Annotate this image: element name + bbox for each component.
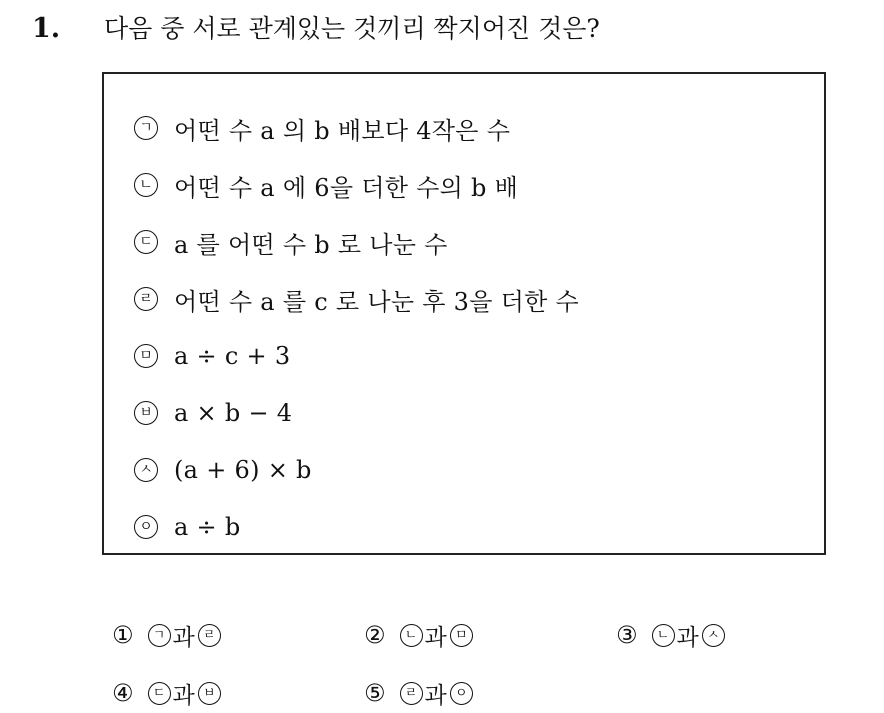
answer-choice-4[interactable]: [112, 673, 221, 713]
item-marker: ㅅ: [134, 458, 158, 482]
item-text: a × b − 4: [174, 399, 293, 427]
item-marker: ㄱ: [134, 116, 158, 140]
choice-conjunction: 과: [424, 624, 447, 651]
statement-item: [134, 393, 292, 433]
choice-number: ①: [112, 621, 134, 649]
choice-number: ⑤: [364, 679, 386, 707]
choice-marker: ㄴ: [652, 624, 675, 647]
item-marker: ㄹ: [134, 287, 158, 311]
choice-marker: ㅁ: [450, 624, 473, 647]
item-text: 어떤 수 a 에 6을 더한 수의 b 배: [174, 173, 519, 202]
choice-conjunction: 과: [172, 624, 195, 651]
choice-number: ③: [616, 621, 638, 649]
statement-item: [134, 507, 241, 547]
item-text: 어떤 수 a 의 b 배보다 4작은 수: [174, 116, 511, 145]
choice-marker: ㄴ: [400, 624, 423, 647]
item-marker: ㄴ: [134, 173, 158, 197]
statement-item: [134, 222, 448, 262]
answer-choice-3[interactable]: [616, 615, 725, 655]
choice-number: ②: [364, 621, 386, 649]
choice-marker: ㄱ: [148, 624, 171, 647]
choice-marker: ㄷ: [148, 682, 171, 705]
choice-conjunction: 과: [676, 624, 699, 651]
item-text: a 를 어떤 수 b 로 나눈 수: [174, 230, 448, 259]
choice-marker: ㅂ: [198, 682, 221, 705]
question-number: 1.: [32, 13, 61, 44]
choice-marker: ㄹ: [400, 682, 423, 705]
item-marker: ㄷ: [134, 230, 158, 254]
answer-choice-1[interactable]: [112, 615, 221, 655]
item-text: a ÷ c + 3: [174, 342, 291, 370]
item-marker: ㅇ: [134, 515, 158, 539]
choice-marker: ㅅ: [702, 624, 725, 647]
item-text: (a + 6) × b: [174, 456, 312, 484]
question-text: 다음 중 서로 관계있는 것끼리 짝지어진 것은?: [104, 14, 600, 43]
choice-conjunction: 과: [172, 682, 195, 709]
answer-choice-5[interactable]: [364, 673, 473, 713]
statement-box: [102, 72, 826, 555]
item-marker: ㅂ: [134, 401, 158, 425]
statement-item: [134, 450, 312, 490]
answer-choice-2[interactable]: [364, 615, 473, 655]
statement-item: [134, 279, 579, 319]
choice-number: ④: [112, 679, 134, 707]
choice-conjunction: 과: [424, 682, 447, 709]
item-text: 어떤 수 a 를 c 로 나눈 후 3을 더한 수: [174, 287, 580, 316]
choice-marker: ㄹ: [198, 624, 221, 647]
statement-item: [134, 108, 510, 148]
statement-item: [134, 165, 518, 205]
statement-item: [134, 336, 290, 376]
choice-marker: ㅇ: [450, 682, 473, 705]
item-marker: ㅁ: [134, 344, 158, 368]
item-text: a ÷ b: [174, 513, 241, 541]
